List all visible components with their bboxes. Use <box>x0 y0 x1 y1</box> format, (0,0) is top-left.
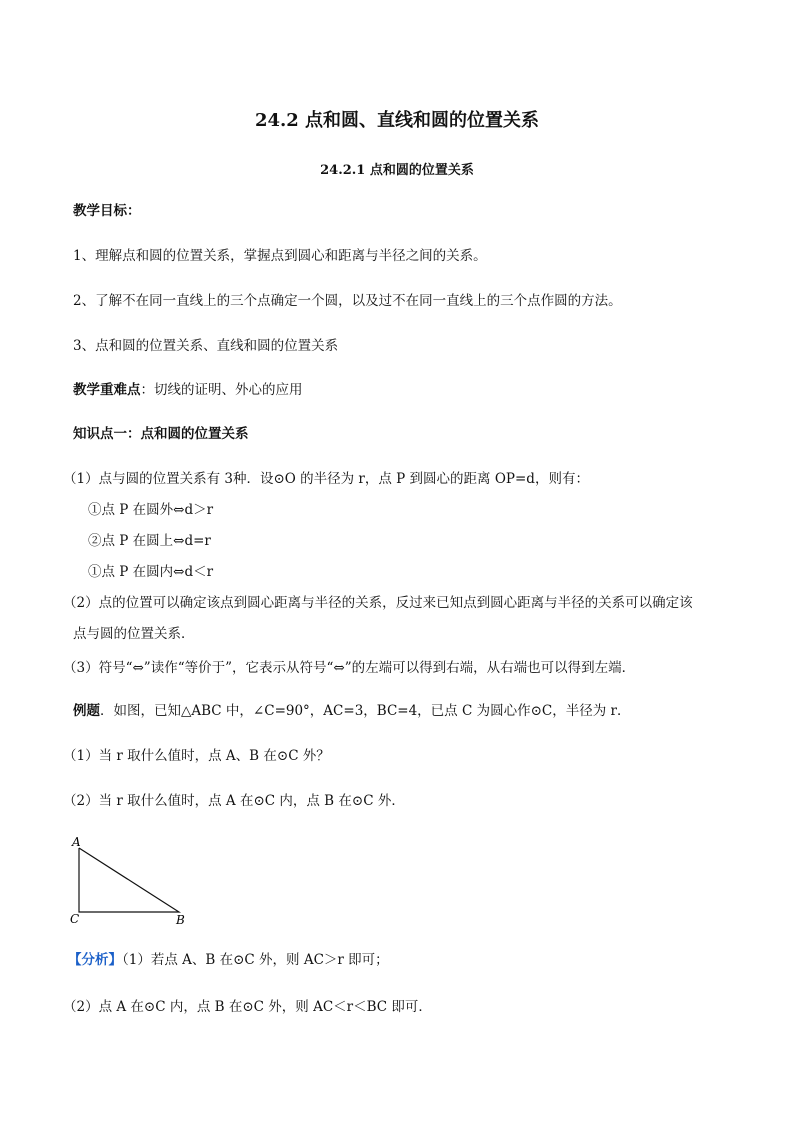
goal-item-1: 1、理解点和圆的位置关系，掌握点到圆心和距离与半径之间的关系。 <box>73 248 487 264</box>
goal-item-2: 2、了解不在同一直线上的三个点确定一个圆，以及过不在同一直线上的三个点作圆的方法。 <box>73 293 622 309</box>
knowledge-p1: （1）点与圆的位置关系有 3种．设⊙O 的半径为 r，点 P 到圆心的距离 OP=d，则有： <box>63 471 589 487</box>
knowledge-p2-line1: （2）点的位置可以确定该点到圆心距离与半径的关系，反过来已知点到圆心距离与半径的关系可以确定该 <box>63 595 693 611</box>
difficulty-label: 教学重难点 <box>73 382 141 398</box>
vertex-label-b: B <box>176 913 185 927</box>
example-label: 例题 <box>73 703 100 719</box>
goals-heading: 教学目标： <box>73 203 141 219</box>
vertex-label-c: C <box>70 912 80 926</box>
section-subtitle: 24.2.1 点和圆的位置关系 <box>320 163 474 178</box>
difficulty-line <box>73 381 303 399</box>
triangle-shape <box>79 848 179 912</box>
case-on: ②点 P 在圆上⇔d=r <box>88 533 211 549</box>
example-line <box>73 702 630 720</box>
knowledge-p3: （3）符号“⇔”读作“等价于”，它表示从符号“⇔”的左端可以得到右端，从右端也可以得到左端． <box>63 660 636 676</box>
example-question-2: （2）当 r 取什么值时，点 A 在⊙C 内，点 B 在⊙C 外． <box>63 793 405 809</box>
analysis-line-2: （2）点 A 在⊙C 内，点 B 在⊙C 外，则 AC＜r＜BC 即可． <box>63 999 432 1015</box>
goal-item-3: 3、点和圆的位置关系、直线和圆的位置关系 <box>73 338 339 354</box>
knowledge-p2-line2: 点与圆的位置关系． <box>73 626 195 642</box>
page-title: 24.2 点和圆、直线和圆的位置关系 <box>254 110 540 131</box>
example-text: ．如图，已知△ABC 中，∠C=90°，AC=3，BC=4，已点 C 为圆心作⊙C，半径为 r． <box>100 703 631 719</box>
knowledge-heading: 知识点一：点和圆的位置关系 <box>73 426 249 442</box>
case-outside: ①点 P 在圆外⇔d＞r <box>88 502 214 518</box>
analysis-text-1: （1）若点 A、B 在⊙C 外，则 AC＞r 即可； <box>122 952 389 968</box>
vertex-label-a: A <box>72 835 81 849</box>
case-inside: ①点 P 在圆内⇔d＜r <box>88 564 214 580</box>
analysis-label: 【分析】 <box>68 952 122 968</box>
analysis-line-1 <box>68 951 389 969</box>
triangle-figure <box>66 832 196 928</box>
difficulty-text: ：切线的证明、外心的应用 <box>140 382 303 398</box>
example-question-1: （1）当 r 取什么值时，点 A、B 在⊙C 外？ <box>63 748 330 764</box>
